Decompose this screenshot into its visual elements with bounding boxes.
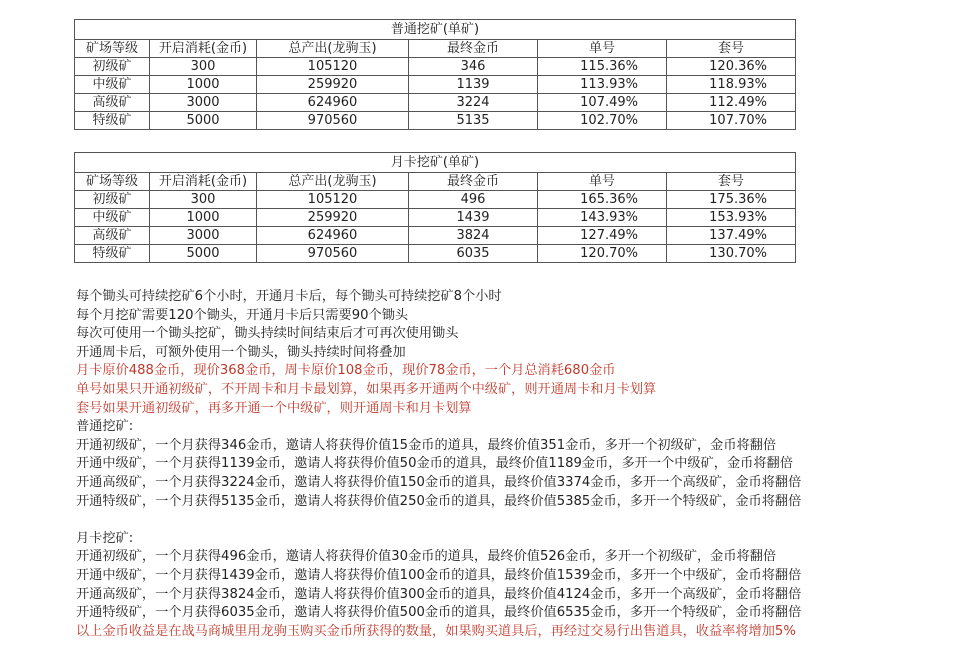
table-row	[75, 58, 796, 76]
cell-output: 624960	[257, 94, 409, 112]
cell-set: 153.93%	[667, 209, 796, 227]
note-line: 开通中级矿，一个月获得1439金币，邀请人将获得价值100金币的道具，最终价值1539金币，多开一个中级矿，金币将翻倍	[76, 567, 802, 583]
header-cell: 矿场等级	[75, 173, 150, 191]
note-line-highlight: 以上金币收益是在战马商城里用龙驹玉购买金币所获得的数量，如果购买道具后，再经过交易行出售道具，收益率将增加5%	[76, 623, 796, 639]
cell-gold: 346	[409, 58, 538, 76]
table-title: 月卡挖矿(单矿)	[75, 153, 796, 173]
section-heading: 普通挖矿:	[76, 419, 134, 435]
cell-level: 中级矿	[75, 209, 150, 227]
cell-level: 特级矿	[75, 112, 150, 130]
table-row	[75, 94, 796, 112]
cell-set: 118.93%	[667, 76, 796, 94]
cell-output: 105120	[257, 58, 409, 76]
note-line: 开通初级矿，一个月获得346金币，邀请人将获得价值15金币的道具，最终价值351金币，多开一个初级矿，金币将翻倍	[76, 437, 777, 453]
table-title: 普通挖矿(单矿)	[75, 20, 796, 40]
cell-cost: 1000	[150, 209, 257, 227]
note-line: 开通高级矿，一个月获得3224金币，邀请人将获得价值150金币的道具，最终价值3374金币，多开一个高级矿，金币将翻倍	[76, 474, 802, 490]
notes-block	[76, 288, 956, 641]
note-line: 每个锄头可持续挖矿6个小时，开通月卡后，每个锄头可持续挖矿8个小时	[76, 289, 502, 304]
header-cell: 总产出(龙驹玉)	[257, 40, 409, 58]
cell-set: 175.36%	[667, 191, 796, 209]
cell-level: 初级矿	[75, 191, 150, 209]
cell-level: 高级矿	[75, 94, 150, 112]
cell-output: 970560	[257, 245, 409, 263]
cell-set: 130.70%	[667, 245, 796, 263]
note-line-highlight: 月卡原价488金币，现价368金币，周卡原价108金币，现价78金币，一个月总消耗680金币	[76, 363, 616, 379]
cell-single: 143.93%	[538, 209, 667, 227]
cell-cost: 5000	[150, 112, 257, 130]
note-line: 开通初级矿，一个月获得496金币，邀请人将获得价值30金币的道具，最终价值526金币，多开一个初级矿，金币将翻倍	[76, 549, 777, 565]
note-line-highlight: 套号如果开通初级矿，再多开通一个中级矿，则开通周卡和月卡划算	[76, 400, 472, 416]
cell-cost: 1000	[150, 76, 257, 94]
cell-gold: 1139	[409, 76, 538, 94]
cell-gold: 1439	[409, 209, 538, 227]
cell-cost: 3000	[150, 227, 257, 245]
note-line: 开通中级矿，一个月获得1139金币，邀请人将获得价值50金币的道具，最终价值1189金币，多开一个中级矿，金币将翻倍	[76, 456, 793, 472]
cell-set: 120.36%	[667, 58, 796, 76]
header-cell: 套号	[667, 173, 796, 191]
header-row	[75, 173, 796, 191]
cell-level: 高级矿	[75, 227, 150, 245]
cell-single: 102.70%	[538, 112, 667, 130]
header-cell: 矿场等级	[75, 40, 150, 58]
table-row	[75, 209, 796, 227]
table-row	[75, 245, 796, 263]
header-cell: 最终金币	[409, 173, 538, 191]
cell-gold: 3824	[409, 227, 538, 245]
note-line: 开通特级矿，一个月获得5135金币，邀请人将获得价值250金币的道具，最终价值5385金币，多开一个特级矿，金币将翻倍	[76, 493, 802, 509]
cell-gold: 5135	[409, 112, 538, 130]
note-line: 开通周卡后，可额外使用一个锄头，锄头持续时间将叠加	[76, 344, 406, 360]
cell-single: 127.49%	[538, 227, 667, 245]
header-cell: 单号	[538, 40, 667, 58]
blank-line	[76, 511, 956, 530]
cell-single: 165.36%	[538, 191, 667, 209]
header-cell: 单号	[538, 173, 667, 191]
cell-gold: 3224	[409, 94, 538, 112]
cell-single: 120.70%	[538, 245, 667, 263]
header-row	[75, 40, 796, 58]
cell-cost: 300	[150, 191, 257, 209]
header-cell: 套号	[667, 40, 796, 58]
cell-single: 107.49%	[538, 94, 667, 112]
table-row	[75, 227, 796, 245]
cell-single: 113.93%	[538, 76, 667, 94]
cell-level: 初级矿	[75, 58, 150, 76]
cell-output: 105120	[257, 191, 409, 209]
cell-output: 259920	[257, 76, 409, 94]
monthly-card-mining-table	[74, 152, 796, 263]
note-line: 开通高级矿，一个月获得3824金币，邀请人将获得价值300金币的道具，最终价值4124金币，多开一个高级矿，金币将翻倍	[76, 586, 802, 602]
cell-set: 112.49%	[667, 94, 796, 112]
cell-cost: 3000	[150, 94, 257, 112]
note-line-highlight: 单号如果只开通初级矿，不开周卡和月卡最划算，如果再多开通两个中级矿，则开通周卡和月卡划算	[76, 381, 657, 397]
cell-level: 中级矿	[75, 76, 150, 94]
note-line: 每次可使用一个锄头挖矿，锄头持续时间结束后才可再次使用锄头	[76, 326, 459, 342]
section-heading: 月卡挖矿:	[76, 530, 134, 546]
cell-gold: 6035	[409, 245, 538, 263]
cell-output: 624960	[257, 227, 409, 245]
cell-cost: 5000	[150, 245, 257, 263]
table-row	[75, 112, 796, 130]
normal-mining-table	[74, 19, 796, 130]
table-row	[75, 191, 796, 209]
cell-gold: 496	[409, 191, 538, 209]
table-row	[75, 76, 796, 94]
note-line: 每个月挖矿需要120个锄头，开通月卡后只需要90个锄头	[76, 307, 409, 323]
note-line: 开通特级矿，一个月获得6035金币，邀请人将获得价值500金币的道具，最终价值6535金币，多开一个特级矿，金币将翻倍	[76, 605, 802, 621]
cell-single: 115.36%	[538, 58, 667, 76]
cell-cost: 300	[150, 58, 257, 76]
cell-output: 970560	[257, 112, 409, 130]
header-cell: 总产出(龙驹玉)	[257, 173, 409, 191]
header-cell: 开启消耗(金币)	[150, 40, 257, 58]
cell-output: 259920	[257, 209, 409, 227]
header-cell: 最终金币	[409, 40, 538, 58]
cell-set: 107.70%	[667, 112, 796, 130]
cell-level: 特级矿	[75, 245, 150, 263]
cell-set: 137.49%	[667, 227, 796, 245]
header-cell: 开启消耗(金币)	[150, 173, 257, 191]
